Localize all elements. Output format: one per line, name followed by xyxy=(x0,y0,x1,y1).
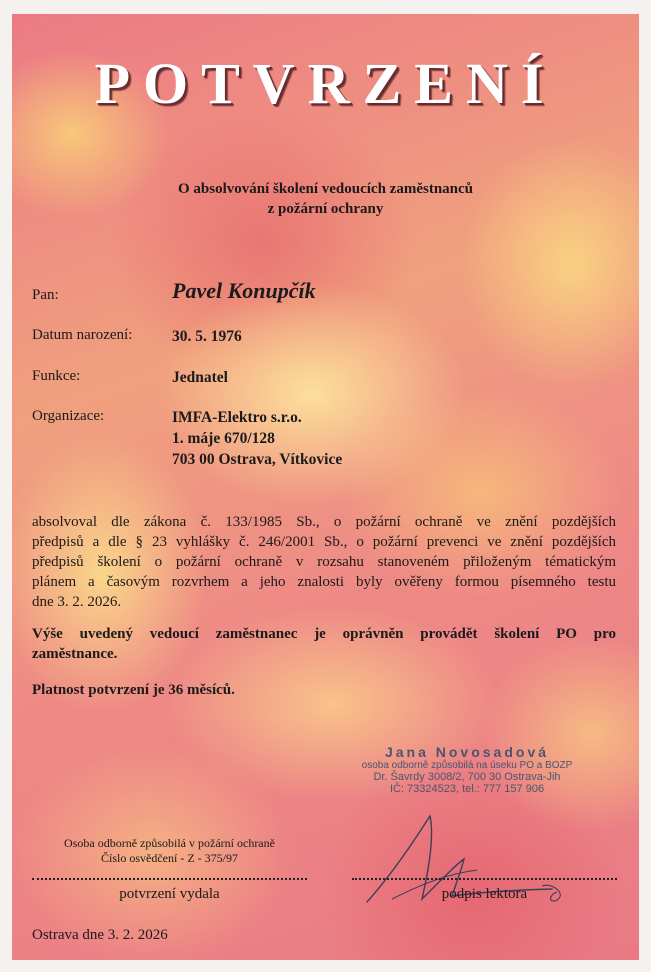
authorized-line-2: zaměstnance. xyxy=(32,646,118,662)
lecturer-signature-line xyxy=(352,878,617,880)
body-line-5: dne 3. 2. 2026. xyxy=(32,594,122,610)
stamp-ids: IČ: 73324523, tel.: 777 157 906 xyxy=(389,783,545,795)
stamp-name: Jana Novosadová xyxy=(384,744,550,760)
stamp-role: osoba odborně způsobilá na úseku PO a BOZP xyxy=(361,760,573,771)
training-paragraph xyxy=(32,512,616,612)
subtitle-line-1: O absolvování školení vedoucích zaměstnanců xyxy=(177,181,474,197)
role-value: Jednatel xyxy=(172,369,228,386)
place-and-date: Ostrava dne 3. 2. 2026 xyxy=(32,927,168,943)
qualification-line-2: Číslo osvědčení - Z - 375/97 xyxy=(101,851,238,865)
org-address xyxy=(172,407,342,470)
validity-text: Platnost potvrzení je 36 měsíců. xyxy=(32,682,235,698)
qualification-note xyxy=(32,836,307,866)
certificate-title: POTVRZENÍ xyxy=(94,51,557,116)
body-line-1: absolvoval dle zákona č. 133/1985 Sb., o požární ochraně ve znění pozdějších xyxy=(32,514,616,530)
dob-label: Datum narození: xyxy=(32,327,133,343)
issued-by-caption: potvrzení vydala xyxy=(119,886,220,902)
authorized-line-1: Výše uvedený vedoucí zaměstnanec je oprávněn provádět školení PO pro xyxy=(32,626,616,642)
body-line-3: předpisů školení o požární ochraně v rozsahu stanoveném přiloženým tématickým xyxy=(32,554,616,570)
dob-value: 30. 5. 1976 xyxy=(172,328,242,345)
org-street: 1. máje 670/128 xyxy=(172,430,275,447)
subtitle-line-2: z požární ochrany xyxy=(267,201,384,217)
body-line-4: plánem a časovým rozvrhem a jeho znalosti byly ověřeny formou písemného testu xyxy=(32,574,616,590)
certificate-subtitle xyxy=(12,179,639,219)
certificate-sheet xyxy=(12,14,639,960)
role-label: Funkce: xyxy=(32,368,81,384)
lecturer-stamp xyxy=(347,744,587,795)
org-label: Organizace: xyxy=(32,408,105,424)
authorization-paragraph xyxy=(32,624,616,664)
lecturer-caption: podpis lektora xyxy=(441,886,528,902)
person-name: Pavel Konupčík xyxy=(172,278,316,303)
issuer-signature-line xyxy=(32,878,307,880)
org-name: IMFA-Elektro s.r.o. xyxy=(172,409,302,426)
body-line-2: předpisů a dle § 23 vyhlášky č. 246/2001 Sb., o požární prevenci ve znění pozdějších xyxy=(32,534,616,550)
qualification-line-1: Osoba odborně způsobilá v požární ochraně xyxy=(64,836,275,850)
org-city: 703 00 Ostrava, Vítkovice xyxy=(172,451,343,468)
pan-label: Pan: xyxy=(32,287,59,303)
stamp-address: Dr. Šavrdy 3008/2, 700 30 Ostrava-Jih xyxy=(373,771,561,783)
